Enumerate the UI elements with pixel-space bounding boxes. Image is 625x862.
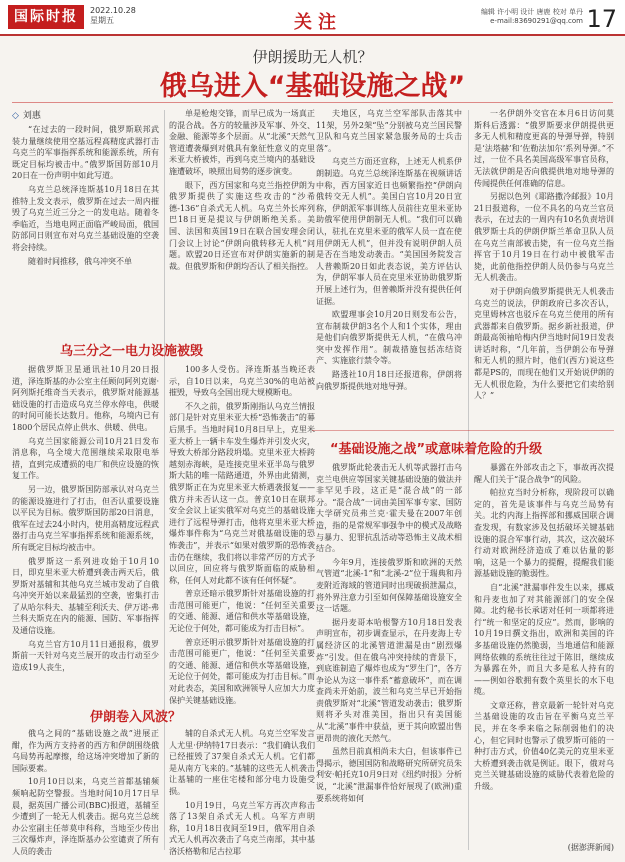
paragraph: 乌克兰方面还宣称，上述无人机系伊朗制造。乌克兰总统泽连斯基在视频讲话中称，西方国家近日也频繁指控“伊朗向俄转交无人机”。美国白宫10月20日宣称，伊朗派军事训练人员前往克里米亚协助俄军使用伊朗制无人机。“我们可以确认，驻扎在克里米亚的俄军人员一直在使用伊朗无人机”，但并没有说明伊朗人员是否在当地发动袭击。“美国国务院发言人普赖斯20日如此表态说，美方评估认为，伊朗军事人员在克里米亚协助俄罗斯开展上述行为，但普赖斯并没有提供任何证据。 [316,157,462,306]
page-number: 17 [586,5,617,33]
issue-info [90,6,136,26]
editorial-credits [481,8,583,26]
paragraph: 一名伊朗外交官在本月6日访问莫斯科后透露：“俄罗斯要求伊朗提供更多无人机和精度更高的导弹导弹，特别是‘法塔赫’和‘佐勒法加尔’系列导弹。”不过，一位不具名美国高级军事官员称，无法就伊朗是否向俄提供地对地导弹的传闻提供任何准确的信息。 [474,109,614,188]
section-divider [312,430,614,431]
paragraph: 夫地区，乌克兰空军部队击落其中11架，另外2架“坠”分别被乌克兰国民警卫队和乌克兰国家紧急服务局的士兵击落”。 [316,109,462,153]
issue-date: 2022.10.28 [90,6,136,15]
paragraph: 乌克兰国家能源公司10月21日发布消息称，乌全境大范围继续采取限电举措，直到完成遭损的电厂和供应设施的恢复工作。 [12,436,159,481]
column-2-mid [169,364,315,705]
editors-line: 编辑 许小明 设计 唐鹿 校对 单丹 [480,8,583,16]
paragraph: “在过去的一段时间，俄罗斯联邦武装力量继续使用空基远程高精度武器打击乌克兰的军事指挥系统和能源系统，所有既定目标均被击中。”俄罗斯国防部10月20日在一份声明中如此写道。 [12,125,159,181]
paragraph: 据俄罗斯卫星通讯社10月20日报道，泽连斯基的办公室主任顾问阿列克谢·阿列斯托维奇当天表示，俄罗斯对能源基础设施的打击造成乌克兰停水停电，供暖的时间可能长达数月。他称，乌境内已有1800个居民点停止供水、供暖、供电。 [12,365,159,432]
column-1-bottom [12,728,159,854]
column-2-top [169,108,315,322]
paragraph: 乌克兰总统泽连斯基10月18日在其推特上发文表示，俄罗斯在过去一周内摧毁了乌克兰近三分之一的发电站。随着冬季临近，当地电网正面临严峻局面，俄国防部同日则宣布对乌克兰基础设施的空袭将会持续。 [12,184,159,252]
paragraph: 另一边，俄罗斯国防部承认对乌克兰的能源设施进行了打击，但否认重要设施以平民为目标。俄罗斯国防部20日消息，俄军在过去24小时内，使用高精度远程武器打击乌克兰军事指挥系统和能源系统，所有既定目标均被击中。 [12,484,159,552]
paragraph: 乌克兰官方10月11日通报称，俄罗斯前一天针对乌克兰展开的攻击行动至少造成19人丧生， [12,639,159,672]
column-4-top [474,108,614,430]
column-3-bottom [316,462,462,852]
paragraph: 100多人受伤。泽连斯基当晚还表示，自10日以来，乌克兰30%的电站被摧毁，导致乌全国出现大规模断电。 [169,365,315,398]
paragraph: 据丹麦哥本哈根警方10月18日发表声明宣布，初步调查显示，在丹麦海上专属经济区的北溪管道泄漏是由“剧烈爆炸”引发。但在俄乌冲突持续的背景下，到底谁制造了爆炸也成为“罗生门”，各方争论从为这一事件系“蓄意破坏”，而在调查尚未开始前，波兰和乌克兰早已开始指责俄罗斯对“北溪”管道发动袭击；俄罗斯则将矛头对准美国，指出只有美国能从“北溪”事件中获益，更于其向欧盟出售更昂贵的液化天然气。 [316,617,462,743]
email-line: e-mail:83690291@qq.com [490,17,583,25]
paragraph: 路透社10月18日还报道称，伊朗将向俄罗斯提供地对地导弹。 [316,370,462,391]
paragraph: 不久之前，俄罗斯刚指认乌克兰情报部门是针对克里米亚大桥“恐怖袭击”的幕后黑手。当地时间10月8日早上，克里米亚大桥上一辆卡车发生爆炸并引发火灾，导致大桥部分路段坍塌。克里米亚大桥跨越刻赤海峡，是连接克里米亚半岛与俄罗斯大陆的唯一陆路通道，外界由此猜测，俄罗斯正在为克里米亚大桥遇袭报复——俄方并未否认这一点。普京10日在联邦安全会议上证实俄军对乌克兰的基础设施进行了远程导弹打击，他将克里米亚大桥爆炸事件称为“乌克兰对俄基础设施的恐怖袭击”，并表示“如果对俄罗斯的恐怖袭击仍在继续，我们将以非常严厉的方式予以回应，回应将与俄罗斯面临的威胁相称，任何人对此都不该有任何怀疑”。 [169,401,315,585]
byline [12,108,159,121]
paragraph: 随着时间推移，俄乌冲突不单 [28,256,132,266]
paragraph: 10月10日以来，乌克兰首都基辅频频响起防空警报。当地时间10月17日早晨，据英国广播公司(BBC)报道，基辅至少遭到了一轮无人机袭击。据乌克兰总统办公室副主任蒂莫申科称，当地至少传出三次爆炸声，泽连斯基办公室谴责了所有人员的袭击 [12,777,159,856]
column-3-top [316,108,462,430]
newspaper-logo: 国际时报 [8,5,84,29]
subhead-escalation: “基础设施之战”或意味着危险的升级 [330,442,543,457]
paragraph: 10月19日，乌克兰军方再次声称击落了13架自杀式无人机。乌军方声明称，10月18日夜间至19日，俄军用自杀式无人机再次袭击了乌克兰南部，其中基洛沃格勒和尼古拉耶 [169,800,315,856]
byline-marker-icon: ◇ [12,111,19,121]
column-4-bottom [474,462,614,842]
paragraph: 单是枪炮交锋，而早已成为一场真正的混合战。各方的较量涉及军事、外交、金融、能源等多个层面。从“北溪”天然气管道遭袭爆到对俄具有象征性意义的克里米亚大桥被炸，再到乌克兰境内的基础设施遭破坏，映照出局势的逐步演变。 [169,109,315,176]
section-title: 关注 [294,12,342,33]
column-divider [164,110,165,850]
masthead [0,0,625,36]
paragraph: 普京还明示俄罗斯针对基础设施的打击范围可能更广，他说：“任何至关重要的交通、能源、通信和供水等基础设施，无论位于何处，都可能成为打击目标。”而对此表态，美国和欧洲领导人应加大力度保护关键基础设施。 [169,637,315,705]
subhead-iran: 伊朗卷入风波？ [90,710,182,725]
paragraph: 俄乌之间的“基础设施之战”进展正酣，作为两方支持者的西方和伊朗围绕俄乌局势再起摩擦，给这场冲突增加了新的国际要素。 [12,729,159,773]
paragraph: 虽然目前真相尚未大白，但该事件已得揭示，德国国防和战略研究所研究员朱利安·帕托克10月9日对《纽约时报》分析说，“北溪”泄漏事件恰好展现了(欧洲)重要系统将如何 [316,747,462,803]
author-name: 刘惠 [22,111,41,121]
column-2-bottom [169,728,315,854]
article-kicker: 伊朗援助无人机？ [252,48,373,66]
paragraph: 俄罗斯这一系列进攻始于10月10日，即克里米亚大桥遭到袭击两天后，俄罗斯对基辅和其他乌克兰城市发动了自俄乌冲突开始以来最猛烈的空袭，密集打击了从哈尔科夫、基辅至利沃夫、伊万诺-弗兰科夫斯克在内的能源、国防、军事指挥及通信设施。 [12,556,159,636]
paragraph: 自“北溪”泄漏事件发生以来，挪威和丹麦也加了对其能源部门的安全保障。北约秘书长承诺对任何一项都将进行“统一和坚定的反应”。然而，影响的10月19日撰文指出，欧洲和美国的许多基础设施仍然脆弱，当地通信和能源网络依赖的系统往往过于陈旧，继续成为暴露在外，而且大多是私人持有的——例如谷歌拥有数个英里长的水下电缆。 [474,582,614,697]
paragraph: 暴露在外部攻击之下，事故再次提醒人们关于“混合战争”的风险。 [474,463,614,484]
paragraph: 普京还暗示俄罗斯针对基础设施的打击范围可能更广，他说：“任何至关重要的交通、能源、通信和供水等基础设施，无论位于何处，都可能成为打击目标”。 [169,589,315,634]
column-1-top [12,124,159,322]
paragraph: 辅的自杀式无人机。乌克兰空军发言人尤里·伊纳特17日表示：“我们确认我们已经摧毁了37架自杀式无人机。它们都是从南方飞来的。”基辅的这些无人机袭击让基辅的一座住宅楼和部分电力设施受损。 [169,729,315,796]
paragraph: 另据以色列《耶路撒冷邮报》10月21日报道称，一位不具名的乌克兰官员表示，在过去的一周内有10名负责培训俄罗斯士兵的伊朗伊斯兰革命卫队人员在乌克兰南部被击毙，有一位乌克兰指挥官于10月19日在行动中被俄军击毙，此前他指控伊朗人员仍参与乌克兰无人机袭击。 [474,192,614,283]
issue-weekday: 星期五 [90,16,114,25]
paragraph: 今年9月，连接俄罗斯和欧洲的天然气管道“北溪-1”和“北溪-2”位于瑞典和丹麦附近海域的管道同时出现破损泄漏点，将外界注意力引至如何保障基础设施安全这一话题。 [316,557,462,614]
source-credit: (据澎湃新闻) [567,843,614,852]
article-headline: 俄乌进入“基础设施之战” [159,71,466,102]
headline-rule [12,102,613,103]
paragraph: 眼下，西方国家和乌克兰指控伊朗为俄罗斯提供了实施这些攻击的“沙希德-136”自杀式无人机。乌克兰外长库列巴18日更是提议与伊朗断绝关系。美国、法国和英国19日在联合国安理会闭门会议上讨论“伊朗向俄转移无人机”问题。欧盟20日还宣布对伊朗实施新的制裁。但俄罗斯和伊朗均否认了相关指控。 [169,180,315,271]
paragraph: 文章还称，普京最新一轮针对乌克兰基础设施的攻击旨在平衡乌克兰平民，并在冬季来临之际削弱他们的决心，但它同时也警示了俄罗斯可能的一种打击方式，价值40亿美元的克里米亚大桥遭到袭击就是例证。眼下，俄对乌克兰关键基础设施的威胁代表着危险的升级。 [474,700,614,792]
column-1-mid [12,364,159,684]
paragraph: 欧盟理事会10月20日则发布公告，宣布制裁伊朗3名个人和1个实体，理由是他们向俄罗斯提供无人机，“在俄乌冲突中发挥作用”。制裁措施包括冻结资产、实施旅行禁令等。 [316,310,462,366]
column-divider [468,110,469,850]
subhead-power: 乌三分之一电力设施被毁 [60,344,204,359]
paragraph: 帕拉克当时分析称，现阶段可以确定的，首先是该事件与乌克兰局势有关。北约内海上指挥部和挪威国联合调查发现，有数家涉及包括破坏关键基础设施的混合军事行动，其次，这次破坏行动对欧洲经济造成了难以估量的影响，这是一个暴力的提醒，提醒我们能源基础设施的脆弱性。 [474,488,614,579]
paragraph: 对于伊朗向俄罗斯提供无人机袭击乌克兰的说法，伊朗政府已多次否认，克里姆林宫也驳斥在乌克兰使用的所有武器都来自俄罗斯。据乡新社报道，伊朗最高领袖哈梅内伊当地时间19日发表讲话时称，“几年前，当伊朗公布导弹和无人机的照片时，他们(西方)说这些都是PS的，而现在他们又开始说伊朗的无人机很危险，为什么要把它们卖给别人？” [474,286,614,401]
paragraph: 俄罗斯此轮袭击无人机等武器打击乌克兰电供应等国家关键基础设施的做法并非罕见手段，这正是“混合战”的一部分。“混合战”一词由美国军事专家、国防大学研究员弗兰克·霍夫曼在2007年创造，指的是常规军事强争中的模式及战略与暴力、犯罪抗乱活动等恐怖主义战术相结合。 [316,463,462,554]
